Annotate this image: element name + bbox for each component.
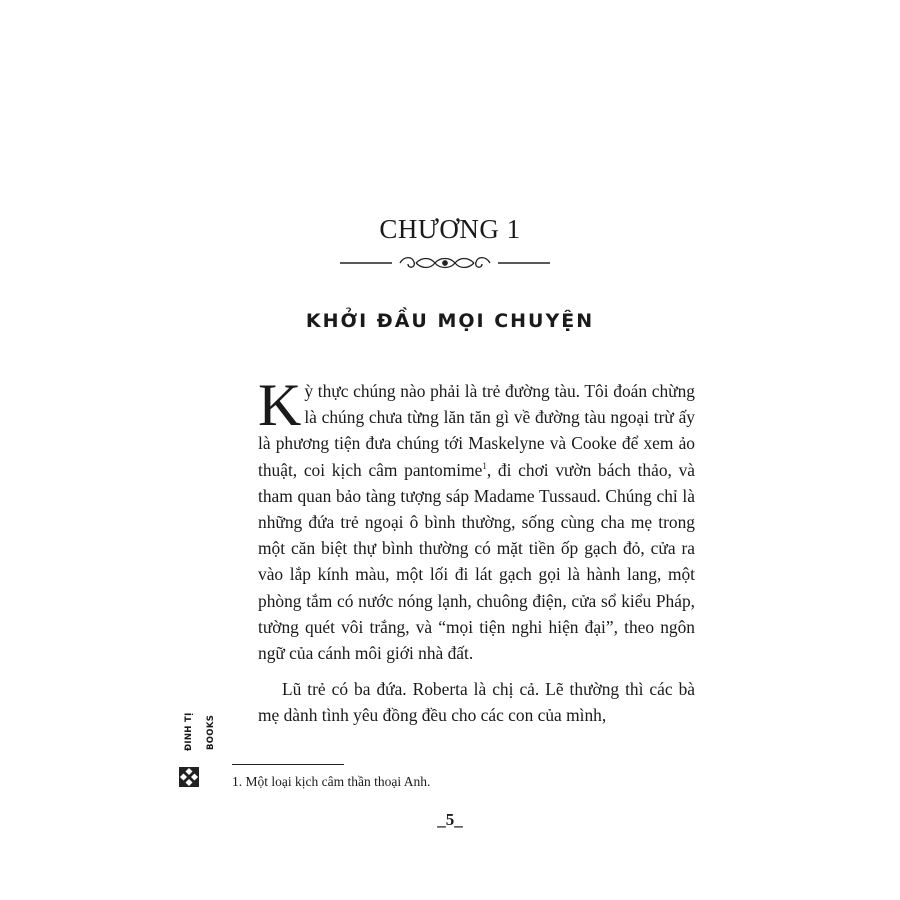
footnote-divider: [232, 764, 344, 765]
footnote-ref: 1: [482, 460, 487, 471]
page-number-value: 5: [445, 810, 455, 829]
flourish-divider-icon: [340, 252, 550, 274]
chapter-heading: CHƯƠNG 1: [379, 214, 521, 244]
paragraph-1-text-a: ỳ thực chúng nào phải là trẻ đường tàu. Tôi đoán chừng là chúng chưa từng lăn tăn gì về đường tàu ngoại trừ ấy là phương tiện đưa chúng tới Maskelyne và Cooke để xem ảo thuật, coi kịch câm pantomime: [258, 381, 695, 480]
publisher-name: ĐINH TỊ BOOKS: [184, 712, 216, 752]
drop-cap: K: [258, 372, 302, 438]
publisher-logo-icon: [178, 766, 200, 788]
body-text: [258, 372, 696, 729]
paragraph-1: [258, 372, 696, 666]
paragraph-1-text-b: , đi chơi vườn bách thảo, và tham quan bảo tàng tượng sáp Madame Tussaud. Chúng chỉ là những đứa trẻ ngoại ô bình thường, sống cùng cha mẹ trong một căn biệt thự bình thường có mặt tiền ốp gạch đỏ, cửa ra vào lắp kính màu, một lối đi lát gạch gọi là hành lang, một phòng tắm có nước nóng lạnh, chuông điện, cửa sổ kiểu Pháp, tường quét vôi trắng, và “mọi tiện nghi hiện đại”, theo ngôn ngữ của cánh môi giới nhà đất.: [258, 459, 696, 664]
publisher-mark: [178, 700, 216, 790]
paragraph-2: Lũ trẻ có ba đứa. Roberta là chị cả. Lẽ thường thì các bà mẹ dành tình yêu đồng đều cho các con của mình,: [258, 679, 695, 726]
page-number: _5_: [437, 810, 463, 829]
chapter-title: KHỞI ĐẦU MỌI CHUYỆN: [305, 310, 595, 332]
footnote: 1. Một loại kịch câm thần thoại Anh.: [232, 774, 431, 789]
